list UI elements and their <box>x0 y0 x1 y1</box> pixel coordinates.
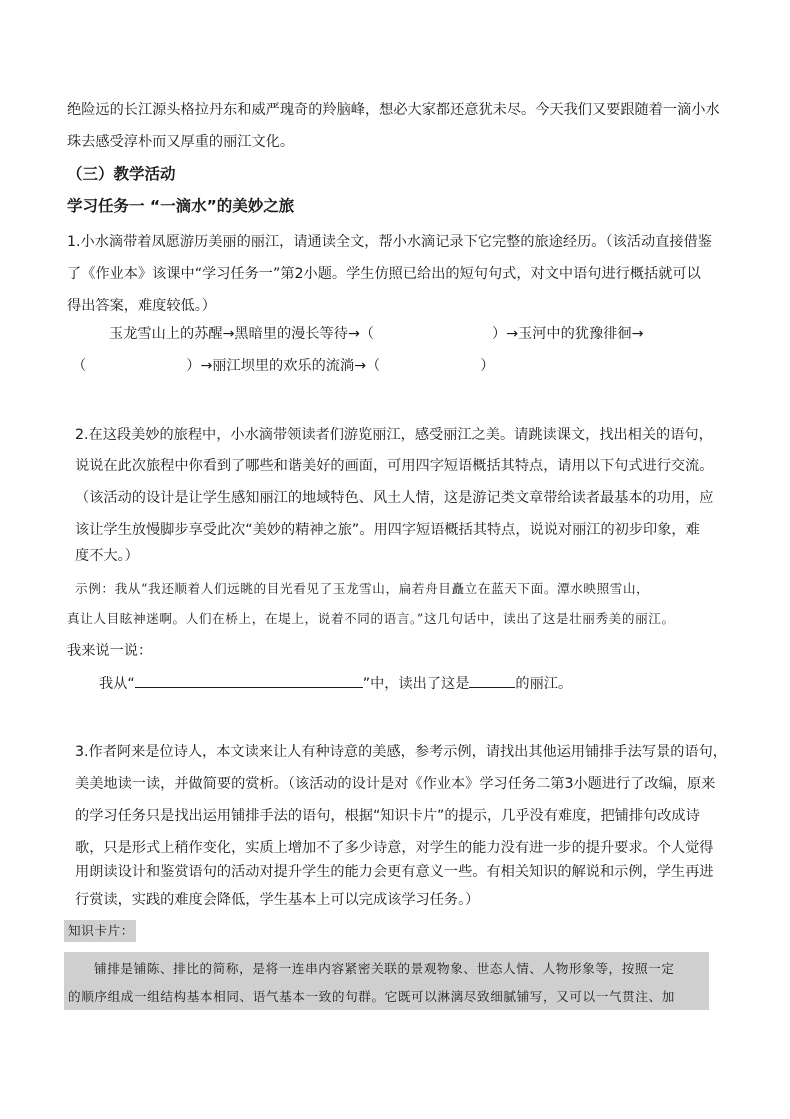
fill-text-2: ”中，读出了这是 <box>362 676 470 692</box>
q1-line-2: 了《作业本》该课中“学习任务一”第2小题。学生仿照已给出的短句句式，对文中语句进行概括就可以 <box>67 266 701 282</box>
q3-line-6: 行赏读，实践的难度会降低，学生基本上可以完成该学习任务。） <box>75 892 480 908</box>
fill-in-sentence <box>99 673 572 694</box>
q3-line-5: 用朗读设计和鉴赏语句的活动对提升学生的能力会更有意义一些。有相关知识的解说和示例，学生再进 <box>75 864 714 880</box>
q3-line-3: 的学习任务只是找出运用铺排手法的语句，根据“知识卡片”的提示，几乎没有难度，把铺排句改成诗 <box>75 808 700 824</box>
q3-line-1: 3.作者阿来是位诗人，本文读来让人有种诗意的美感，参考示例，请找出其他运用铺排手法写景的语句， <box>75 744 727 760</box>
intro-line-1: 绝险远的长江源头格拉丹东和威严瑰奇的羚脑峰，想必大家都还意犹未尽。今天我们又要跟随着一滴小水 <box>67 102 720 118</box>
q1-line-1: 1.小水滴带着凤愿游历美丽的丽江，请通读全文，帮小水滴记录下它完整的旅途经历。（该活动直接借鉴 <box>67 234 712 250</box>
knowledge-card-line-2: 的顺序组成一组结构基本相同、语气基本一致的句群。它既可以淋漓尽致细腻铺写，又可以一气贯注、加 <box>68 989 675 1004</box>
chain-text-2: ）→玉河中的犹豫徘徊→ <box>491 326 644 342</box>
q2-line-3: （该活动的设计是让学生感知丽江的地域特色、风土人情，这是游记类文章带给读者最基本的功用，应 <box>75 490 714 506</box>
chain-text-3: （ <box>72 358 87 374</box>
section-heading: （三）教学活动 <box>67 165 176 183</box>
q2-line-5: 度不大。） <box>75 548 139 564</box>
task1-heading: 学习任务一 “一滴水”的美妙之旅 <box>67 197 295 215</box>
q3-line-4: 歌，只是形式上稍作变化，实质上增加不了多少诗意，对学生的能力没有进一步的提升要求。个人觉得 <box>75 840 714 856</box>
my-turn-label: 我来说一说： <box>67 643 153 659</box>
impression-blank[interactable] <box>469 673 515 688</box>
knowledge-card-line-1: 铺排是铺陈、排比的简称，是将一连串内容紧密关联的景观物象、世态人情、人物形象等，按照一定 <box>94 961 675 976</box>
fill-text-3: 的丽江。 <box>515 676 573 692</box>
chain-text-4: ）→丽江坝里的欢乐的流淌→（ <box>186 358 381 374</box>
q2-line-1: 2.在这段美妙的旅程中，小水滴带领读者们游览丽江，感受丽江之美。请跳读课文，找出相关的语句， <box>75 427 713 443</box>
q2-line-4: 该让学生放慢脚步享受此次“美妙的精神之旅”。用四字短语概括其特点，说说对丽江的初步印象，难 <box>75 522 700 538</box>
fill-text-1: 我从“ <box>99 676 135 692</box>
quote-blank[interactable] <box>135 673 363 688</box>
q3-line-2: 美美地读一读，并做简要的赏析。（该活动的设计是对《作业本》学习任务二第3小题进行了改编，原来 <box>75 776 716 792</box>
example-line-2: 真让人目眩神迷啊。人们在桥上，在堤上，说着不同的语言。”这几句话中，读出了这是壮丽秀美的丽江。 <box>67 611 675 626</box>
journey-chain-row-1 <box>109 324 643 344</box>
q1-line-3: 得出答案，难度较低。） <box>67 298 216 314</box>
knowledge-card-label: 知识卡片： <box>68 923 134 938</box>
q2-line-2: 说说在此次旅程中你看到了哪些和谐美好的画面，可用四字短语概括其特点，请用以下句式进行交流。 <box>75 458 714 474</box>
chain-text-5: ） <box>480 358 495 374</box>
chain-text-1: 玉龙雪山上的苏醒→黑暗里的漫长等待→（ <box>109 326 374 342</box>
intro-line-2: 珠去感受淳朴而又厚重的丽江文化。 <box>67 134 295 150</box>
journey-chain-row-2 <box>72 356 494 376</box>
example-line-1: 示例：我从“我还顺着人们远眺的目光看见了玉龙雪山，扁若舟目矗立在蓝天下面。潭水映照雪山， <box>75 581 650 596</box>
